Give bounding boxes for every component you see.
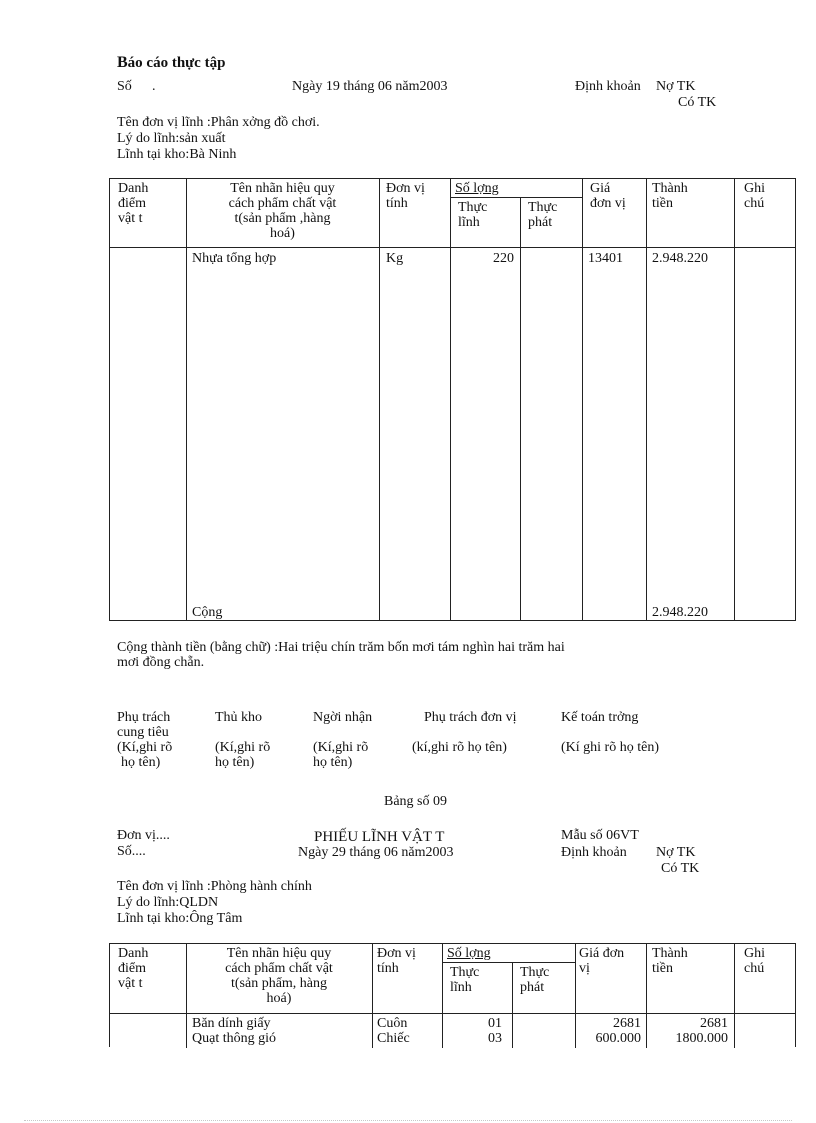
total-label: Cộng <box>192 605 223 620</box>
t2-header-thanh-tien: Thành tiền <box>652 946 688 976</box>
header-gia-don-vi: Giá đơn vị <box>590 181 626 211</box>
header-danh-diem: Danh điểm vật t <box>118 181 149 226</box>
form2-warehouse: Lĩnh tại kho:Ông Tâm <box>117 911 243 926</box>
t2-header-thuc-linh: Thực lĩnh <box>450 965 480 995</box>
header-thuc-phat: Thực phát <box>528 200 558 230</box>
co-tk: Có TK <box>678 95 717 110</box>
header-ghi-chu: Ghi chú <box>744 181 765 211</box>
row-gia: 13401 <box>588 251 623 266</box>
t2-header-so-luong: Số lợng <box>447 946 491 961</box>
signature-ke-toan: Kế toán trởng (Kí ghi rõ họ tên) <box>561 710 659 755</box>
form2-unit-name: Tên đơn vị lĩnh :Phòng hành chính <box>117 879 312 894</box>
t2-header-ten-vat-tu: Tên nhãn hiệu quy cách phẩm chất vật t(sản phẩm, hàng hoá) <box>225 946 333 1006</box>
form2-so: Số.... <box>117 844 146 859</box>
form2-date: Ngày 29 tháng 06 năm2003 <box>298 845 454 860</box>
form2-title: PHIẾU LĨNH VẬT T <box>314 829 445 845</box>
form2-don-vi: Đơn vị.... <box>117 828 170 843</box>
t2-row2-thanh-tien: 1800.000 <box>675 1031 728 1046</box>
so-value: . <box>152 79 156 94</box>
reason: Lý do lĩnh:sản xuất <box>117 131 226 146</box>
unit-name: Tên đơn vị lĩnh :Phân xởng đồ chơi. <box>117 115 320 130</box>
row-ten: Nhựa tổng hợp <box>192 251 277 266</box>
t2-row2-gia: 600.000 <box>595 1031 641 1046</box>
t2-row1-don-vi: Cuôn <box>377 1016 408 1031</box>
signature-phu-trach-don-vi: Phụ trách đơn vị (kí,ghi rõ họ tên) <box>412 710 517 755</box>
t2-row2-don-vi: Chiếc <box>377 1031 410 1046</box>
header-thuc-linh: Thực lĩnh <box>458 200 488 230</box>
header-thanh-tien: Thành tiền <box>652 181 688 211</box>
t2-row2-thuc-linh: 03 <box>488 1031 502 1046</box>
row-thuc-linh: 220 <box>493 251 514 266</box>
signature-cung-tieu: Phụ trách cung tiêu (Kí,ghi rõ họ tên) <box>117 710 173 770</box>
material-table-2 <box>109 943 796 1047</box>
form2-co-tk: Có TK <box>661 861 700 876</box>
t2-header-don-vi: Đơn vị tính <box>377 946 416 976</box>
warehouse: Lĩnh tại kho:Bà Ninh <box>117 147 237 162</box>
form2-no-tk: Nợ TK <box>656 845 696 860</box>
no-tk: Nợ TK <box>656 79 696 94</box>
report-title: Báo cáo thực tập <box>117 54 226 71</box>
form2-dinh-khoan: Định khoản <box>561 845 627 860</box>
material-table <box>109 178 796 621</box>
signature-nguoi-nhan: Ngời nhận (Kí,ghi rõ họ tên) <box>313 710 373 770</box>
header-ten-vat-tu: Tên nhãn hiệu quy cách phẩm chất vật t(sản phẩm ,hàng hoá) <box>228 181 337 241</box>
t2-header-gia-don-vi: Giá đơn vị <box>579 946 625 976</box>
row-don-vi: Kg <box>386 251 404 266</box>
t2-header-thuc-phat: Thực phát <box>520 965 550 995</box>
t2-row1-gia: 2681 <box>613 1016 641 1031</box>
form2-reason: Lý do lĩnh:QLDN <box>117 895 219 910</box>
header-so-luong: Số lợng <box>455 181 499 196</box>
bang-so: Bảng số 09 <box>384 794 447 809</box>
header-don-vi: Đơn vị tính <box>386 181 425 211</box>
total-value: 2.948.220 <box>652 605 708 620</box>
t2-header-ghi-chu: Ghi chú <box>744 946 765 976</box>
so-label: Số <box>117 79 132 94</box>
t2-row1-ten: Băn dính giấy <box>192 1016 271 1031</box>
row-thanh-tien: 2.948.220 <box>652 251 708 266</box>
dinh-khoan-label: Định khoản <box>575 79 641 94</box>
t2-row1-thanh-tien: 2681 <box>700 1016 728 1031</box>
t2-header-danh-diem: Danh điểm vật t <box>118 946 149 991</box>
report-date: Ngày 19 tháng 06 năm2003 <box>292 79 448 94</box>
signature-thu-kho: Thủ kho (Kí,ghi rõ họ tên) <box>215 710 271 770</box>
form2-mau-so: Mẫu số 06VT <box>561 828 639 843</box>
t2-row2-ten: Quạt thông gió <box>192 1031 276 1046</box>
t2-row1-thuc-linh: 01 <box>488 1016 502 1031</box>
page-bottom-rule <box>24 1120 792 1121</box>
amount-words: Cộng thành tiền (bằng chữ) :Hai triệu chín trăm bốn mơi tám nghìn hai trăm hai mơi đồng chẵn. <box>117 640 565 670</box>
